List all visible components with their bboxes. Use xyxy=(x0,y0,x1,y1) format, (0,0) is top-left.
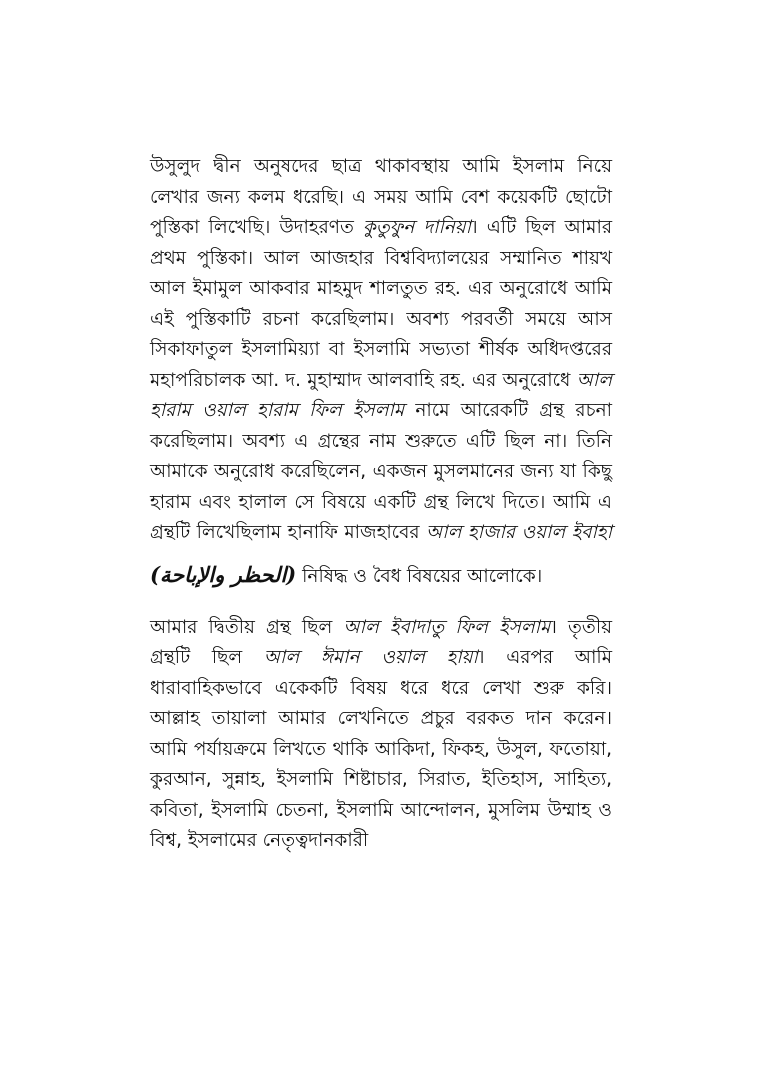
page-body xyxy=(150,152,612,857)
arabic-title: (الحظر والإباحة) xyxy=(150,561,297,587)
book-title-al-iman: আল ঈমান ওয়াল হায়া xyxy=(263,647,478,668)
text-run: । তৃতীয় গ্রন্থটি ছিল xyxy=(150,616,613,668)
book-title-kutufun-daniya: কুতুফুন দানিয়া xyxy=(362,217,472,238)
paragraph-2 xyxy=(150,613,612,857)
text-run: নামে আরেকটি গ্রন্থ রচনা করেছিলাম। অবশ্য এ গ্রন্থের নাম শুরুতে এটি ছিল না। তিনি আমাকে অনুরোধ করেছিলেন, একজন মুসলমানের জন্য যা কিছু হারাম এবং হালাল সে বিষয়ে একটি গ্রন্থ লিখে দিতে। আমি এ গ্রন্থটি লিখেছিলাম হানাফি মাজহাবের xyxy=(150,400,612,543)
text-run: উসুলুদ দ্বীন অনুষদের ছাত্র থাকাবস্থায় আমি ইসলাম নিয়ে লেখার জন্য কলম ধরেছি। এ সময় আমি বেশ কয়েকটি ছোটো পুস্তিকা লিখেছি। উদাহরণত xyxy=(150,156,612,238)
book-title-al-hazar: আল হাজার ওয়াল ইবাহা xyxy=(426,522,612,543)
text-run: আমার দ্বিতীয় গ্রন্থ ছিল xyxy=(150,616,344,638)
text-run: । এরপর আমি ধারাবাহিকভাবে একেকটি বিষয় ধরে ধরে লেখা শুরু করি। আল্লাহ তায়ালা আমার লেখনিতে প্রচুর বরকত দান করেন। আমি পর্যায়ক্রমে লিখতে থাকি আকিদা, ফিকহ, উসুল, ফতোয়া, কুরআন, সুন্নাহ, ইসলামি শিষ্টাচার, সিরাত, ইতিহাস, সাহিত্য, কবিতা, ইসলামি চেতনা, ইসলামি আন্দোলন, মুসলিম উম্মাহ ও বিশ্ব, ইসলামের নেতৃত্বদানকারী xyxy=(150,647,612,851)
text-run: নিষিদ্ধ ও বৈধ বিষয়ের আলোকে। xyxy=(296,565,543,587)
text-run: । এটি ছিল আমার প্রথম পুস্তিকা। আল আজহার বিশ্ববিদ্যালয়ের সম্মানিত শায়খ আল ইমামুল আকবার মাহমুদ শালতুত রহ. এর অনুরোধে আমি এই পুস্তিকাটি রচনা করেছিলাম। অবশ্য পরবর্তী সময়ে আস সিকাফাতুল ইসলামিয়্যা বা ইসলামি সভ্যতা শীর্ষক অধিদপ্তরের মহাপরিচালক আ. দ. মুহাম্মাদ আলবাহি রহ. এর অনুরোধে xyxy=(150,217,612,391)
book-title-al-ibadatu: আল ইবাদাতু ফিল ইসলাম xyxy=(343,616,551,638)
paragraph-1 xyxy=(150,152,612,601)
book-title-al-haram: আল হারাম ওয়াল হারাম ফিল ইসলাম xyxy=(150,369,612,421)
